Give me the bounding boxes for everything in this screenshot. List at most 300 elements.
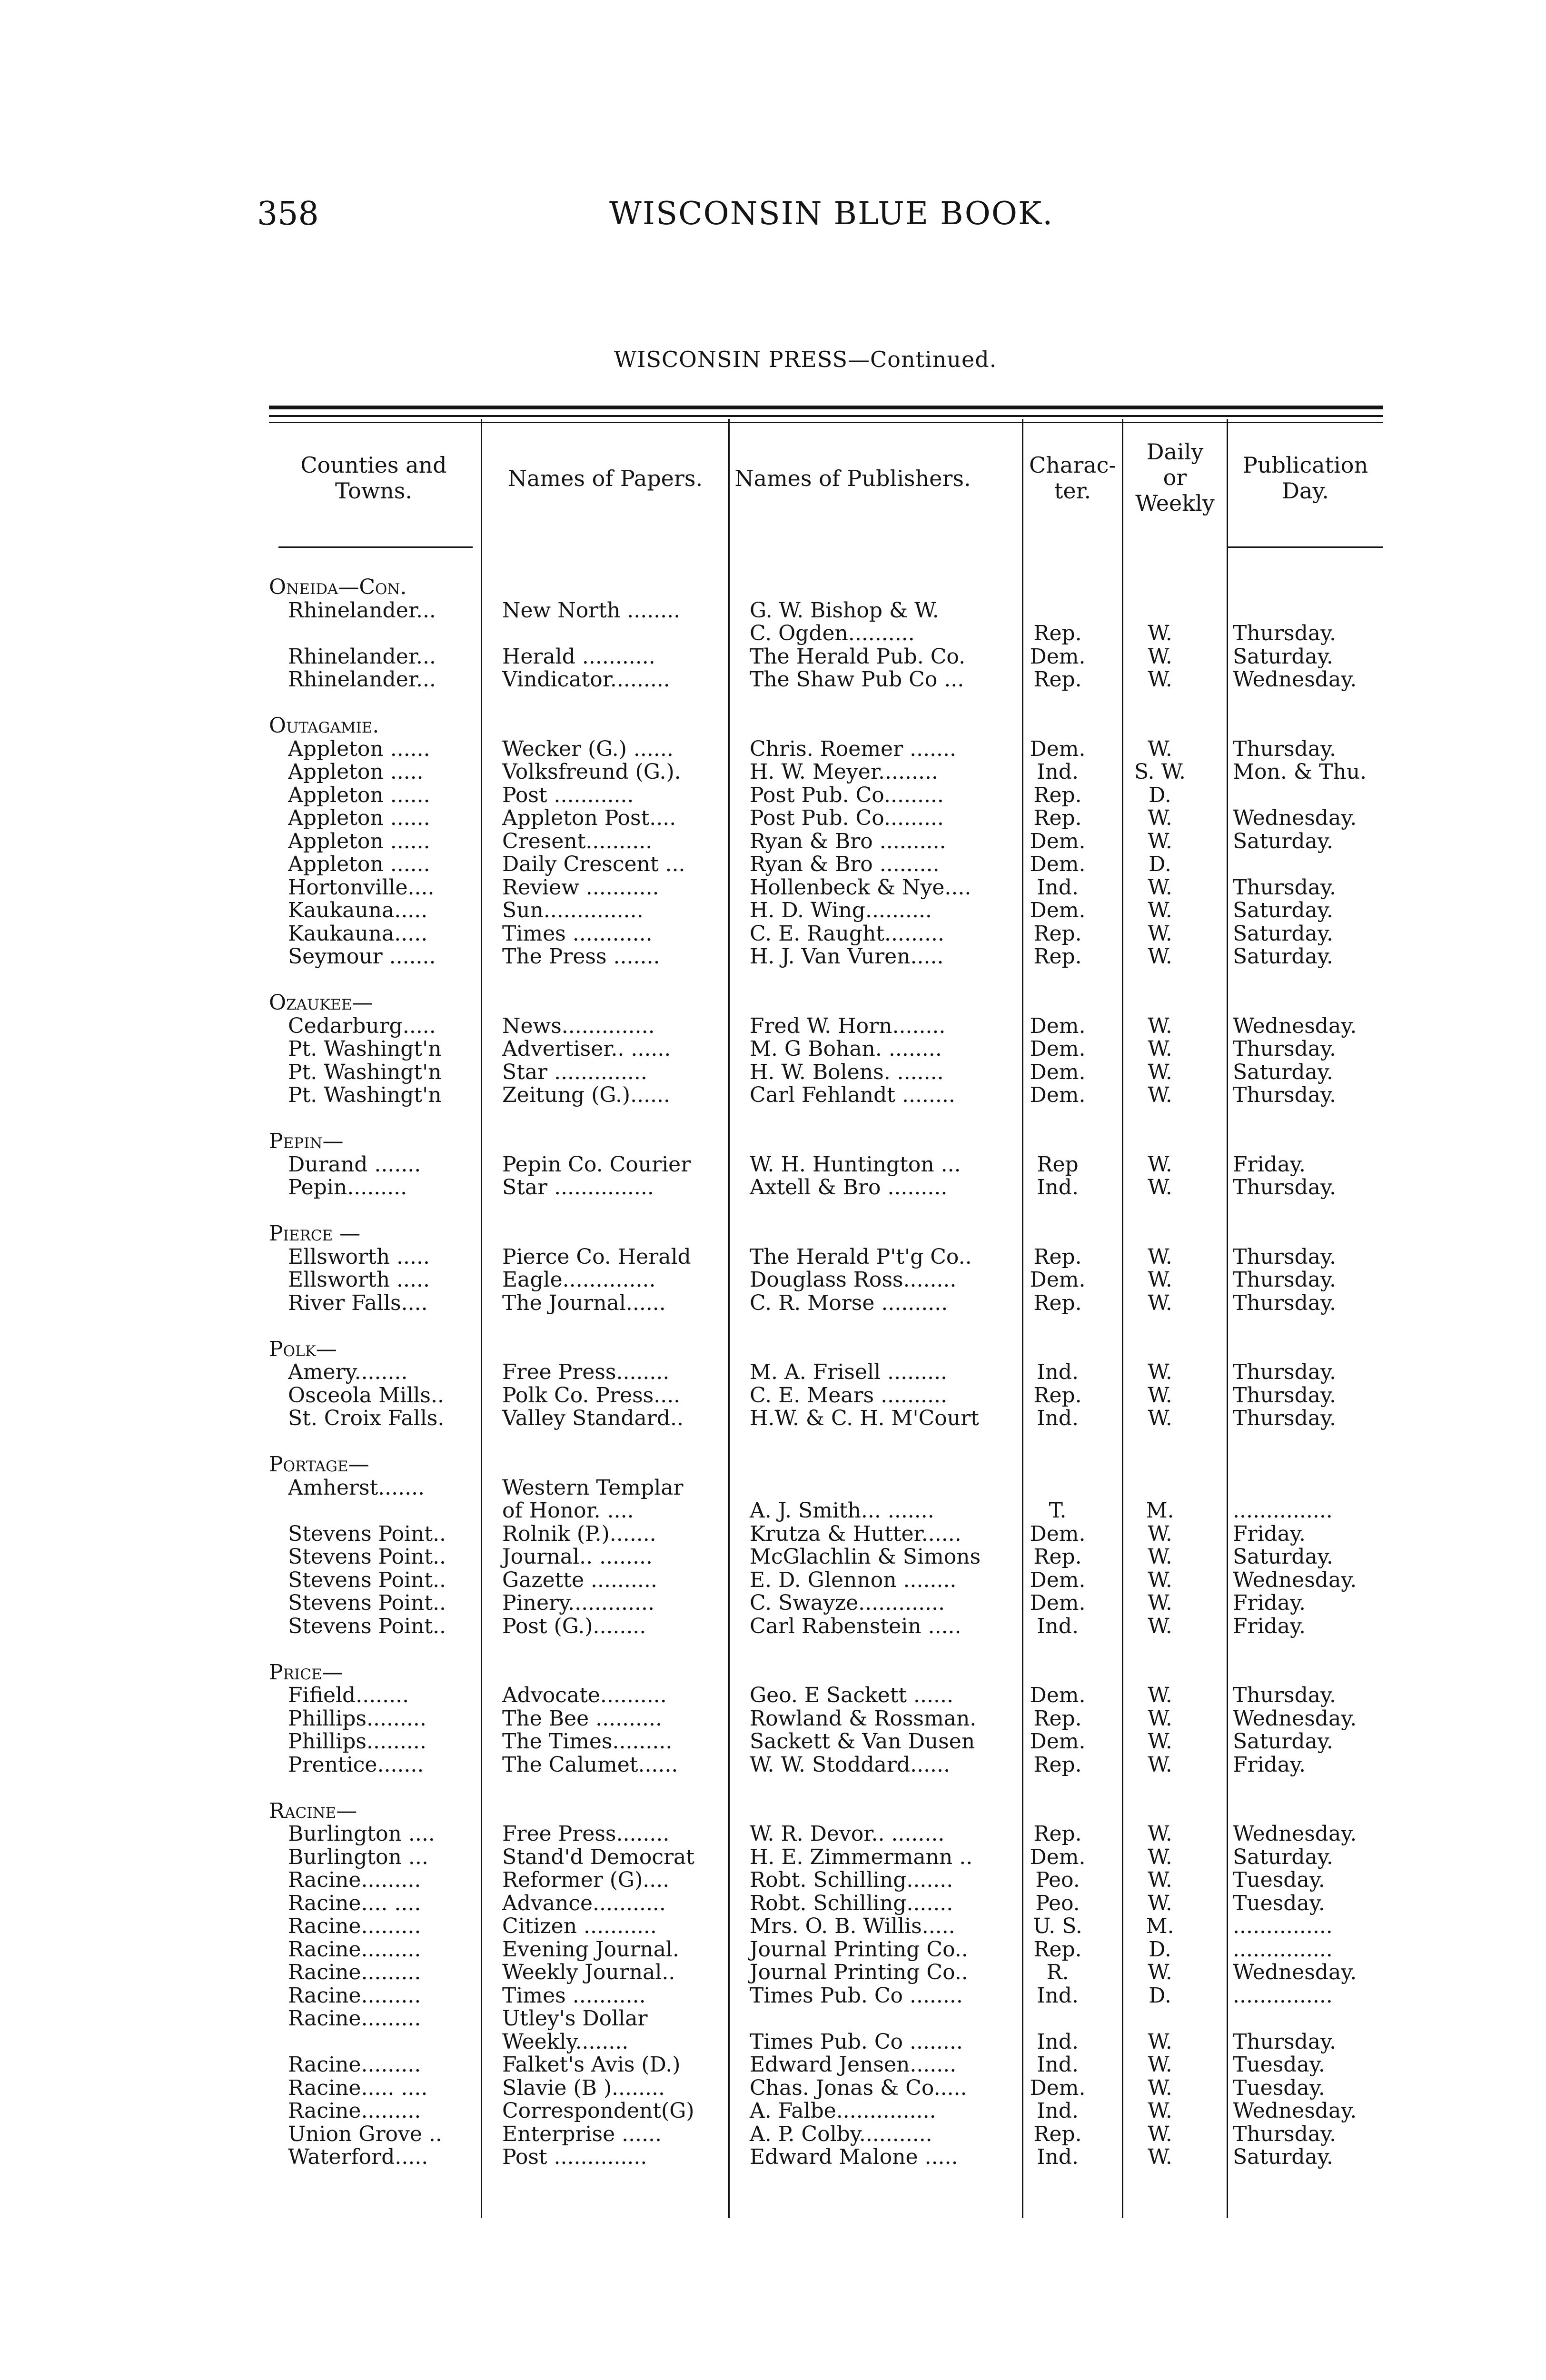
paper-name: Pinery.............	[502, 1592, 654, 1615]
paper-name: Pepin Co. Courier	[502, 1153, 691, 1176]
frequency: M.	[1146, 1915, 1174, 1938]
header-rule	[278, 546, 473, 548]
town-name: Racine.........	[288, 1869, 421, 1892]
spacer-row	[269, 1638, 1383, 1661]
publication-day: Saturday.	[1233, 830, 1333, 853]
publisher-name: C. E. Mears ..........	[750, 1384, 947, 1407]
political-character: Ind.	[1037, 1615, 1079, 1638]
spacer-row	[269, 969, 1383, 992]
political-character: T.	[1049, 1499, 1067, 1523]
town-name: Osceola Mills..	[288, 1384, 444, 1407]
publication-day: Saturday.	[1233, 922, 1333, 945]
political-character: Dem.	[1030, 1592, 1086, 1615]
town-name: Racine..... ....	[288, 2076, 428, 2100]
paper-name: Vindicator.........	[502, 668, 670, 692]
frequency: W.	[1148, 645, 1172, 668]
frequency: W.	[1148, 1038, 1172, 1061]
paper-name: Post ............	[502, 783, 634, 807]
paper-name: Polk Co. Press....	[502, 1384, 681, 1407]
publication-day: Saturday.	[1233, 1061, 1333, 1084]
table-row	[269, 2146, 1383, 2169]
town-name: Racine.........	[288, 2053, 421, 2077]
town-name: Rhinelander...	[288, 599, 436, 622]
publication-day: Tuesday.	[1233, 1892, 1325, 1915]
publication-day: Saturday.	[1233, 645, 1333, 668]
section-subtitle: WISCONSIN PRESS—Continued.	[614, 347, 997, 372]
town-name: Stevens Point..	[288, 1522, 446, 1546]
table-row	[269, 2031, 1383, 2054]
publisher-name: C. R. Morse ..........	[750, 1291, 948, 1315]
political-character: Dem.	[1030, 853, 1086, 876]
table-row	[269, 1615, 1383, 1638]
publication-day: Saturday.	[1233, 899, 1333, 922]
political-character: Dem.	[1030, 1730, 1086, 1754]
publisher-name: W. H. Huntington ...	[750, 1153, 961, 1176]
publisher-name: Edward Malone .....	[750, 2146, 958, 2169]
paper-name: The Times.........	[502, 1730, 673, 1754]
county-heading-row	[269, 576, 1383, 599]
town-name: Appleton ......	[288, 783, 430, 807]
town-name: Ellsworth .....	[288, 1245, 430, 1269]
paper-name: Volksfreund (G.).	[502, 761, 681, 784]
paper-name: Post (G.)........	[502, 1615, 646, 1638]
frequency: W.	[1148, 807, 1172, 830]
paper-name: Daily Crescent ...	[502, 853, 685, 876]
publisher-name: A. Falbe...............	[750, 2100, 936, 2123]
publication-day: Wednesday.	[1233, 807, 1357, 830]
county-heading-row	[269, 1800, 1383, 1823]
spacer-row	[269, 1200, 1383, 1223]
table-header	[269, 419, 1383, 547]
town-name: Rhinelander...	[288, 668, 436, 692]
political-character: Rep.	[1033, 1938, 1082, 1961]
political-character: Peo.	[1035, 1892, 1080, 1915]
table-row	[269, 1823, 1383, 1846]
frequency: W.	[1148, 1730, 1172, 1754]
county-name: Pierce —	[269, 1222, 361, 1246]
political-character: Dem.	[1030, 1084, 1086, 1107]
county-name: Polk—	[269, 1338, 337, 1361]
table-row	[269, 1477, 1383, 1500]
table-row	[269, 1592, 1383, 1615]
political-character: Rep.	[1033, 1707, 1082, 1730]
publication-day: Saturday.	[1233, 2146, 1333, 2169]
spacer-row	[269, 1776, 1383, 1800]
publication-day: Saturday.	[1233, 945, 1333, 969]
town-name: Racine.........	[288, 1915, 421, 1938]
town-name: Racine.........	[288, 1961, 421, 1984]
publisher-name: A. P. Colby...........	[750, 2122, 932, 2146]
frequency: W.	[1148, 1245, 1172, 1269]
frequency: W.	[1148, 1061, 1172, 1084]
header-rule	[1228, 546, 1383, 548]
table-row	[269, 2007, 1383, 2031]
frequency: S. W.	[1134, 761, 1186, 784]
paper-name: The Calumet......	[502, 1753, 678, 1776]
county-name: Pepin—	[269, 1130, 344, 1153]
paper-name: Utley's Dollar	[502, 2007, 648, 2031]
publisher-name: Fred W. Horn........	[750, 1014, 946, 1038]
publisher-name: C. Ogden..........	[750, 622, 915, 645]
publication-day: Friday.	[1233, 1592, 1306, 1615]
table-row	[269, 899, 1383, 922]
publisher-name: Times Pub. Co ........	[750, 1984, 963, 2007]
publisher-name: H. J. Van Vuren.....	[750, 945, 944, 969]
column-header-publishers: Names of Publishers.	[734, 466, 971, 491]
paper-name: News..............	[502, 1014, 655, 1038]
table-row	[269, 1176, 1383, 1200]
publication-day: Thursday.	[1233, 1407, 1337, 1430]
table-row	[269, 1938, 1383, 1962]
spacer-row	[269, 692, 1383, 715]
table-row	[269, 1038, 1383, 1061]
table-row	[269, 1730, 1383, 1754]
publisher-name: C. E. Raught.........	[750, 922, 944, 945]
county-heading-row	[269, 1130, 1383, 1153]
publication-day: Thursday.	[1233, 622, 1337, 645]
paper-name: Free Press........	[502, 1361, 670, 1384]
paper-name: Star ..............	[502, 1061, 647, 1084]
publisher-name: Robt. Schilling.......	[750, 1869, 953, 1892]
political-character: Dem.	[1030, 1845, 1086, 1869]
publication-day: Thursday.	[1233, 2030, 1337, 2053]
town-name: Appleton .....	[288, 761, 424, 784]
paper-name: Cresent..........	[502, 830, 653, 853]
town-name: Phillips.........	[288, 1707, 426, 1730]
frequency: W.	[1148, 899, 1172, 922]
frequency: W.	[1148, 2076, 1172, 2100]
table-row	[269, 945, 1383, 969]
frequency: W.	[1148, 1568, 1172, 1592]
table-row	[269, 1707, 1383, 1731]
political-character: Rep.	[1033, 807, 1082, 830]
county-heading-row	[269, 1222, 1383, 1246]
table-body	[269, 576, 1383, 2169]
town-name: St. Croix Falls.	[288, 1407, 445, 1430]
publisher-name: The Shaw Pub Co ...	[750, 668, 964, 692]
frequency: W.	[1148, 2030, 1172, 2053]
publication-day: Thursday.	[1233, 1038, 1337, 1061]
political-character: Ind.	[1037, 1176, 1079, 1200]
frequency: W.	[1148, 1869, 1172, 1892]
publisher-name: Douglass Ross........	[750, 1269, 957, 1292]
county-name: Price—	[269, 1661, 343, 1684]
frequency: D.	[1149, 853, 1171, 876]
paper-name: Reformer (G)....	[502, 1869, 670, 1892]
political-character: Ind.	[1037, 2053, 1079, 2077]
publication-day: ...............	[1233, 1499, 1333, 1523]
frequency: W.	[1148, 1892, 1172, 1915]
publisher-name: H. D. Wing..........	[750, 899, 932, 922]
paper-name: Wecker (G.) ......	[502, 737, 674, 761]
publisher-name: Chris. Roemer .......	[750, 737, 957, 761]
publisher-name: Journal Printing Co..	[750, 1938, 968, 1961]
table-row	[269, 1961, 1383, 1984]
town-name: Stevens Point..	[288, 1546, 446, 1569]
top-rule	[269, 406, 1383, 409]
table-row	[269, 2053, 1383, 2077]
frequency: W.	[1148, 1546, 1172, 1569]
publication-day: Friday.	[1233, 1615, 1306, 1638]
frequency: W.	[1148, 737, 1172, 761]
table-row	[269, 1384, 1383, 1408]
publication-day: Thursday.	[1233, 1269, 1337, 1292]
publisher-name: G. W. Bishop & W.	[750, 599, 939, 622]
paper-name: Eagle..............	[502, 1269, 656, 1292]
political-character: Ind.	[1037, 761, 1079, 784]
political-character: U. S.	[1033, 1915, 1082, 1938]
town-name: Appleton ......	[288, 853, 430, 876]
table-row	[269, 1361, 1383, 1384]
publisher-name: Ryan & Bro .........	[750, 853, 940, 876]
town-name: Racine.........	[288, 2100, 421, 2123]
paper-name: Rolnik (P.).......	[502, 1522, 656, 1546]
frequency: M.	[1146, 1499, 1174, 1523]
top-rule	[269, 415, 1383, 417]
publisher-name: Carl Fehlandt ........	[750, 1084, 955, 1107]
publication-day: Tuesday.	[1233, 1869, 1325, 1892]
paper-name: Times ...........	[502, 1984, 646, 2007]
publisher-name: Axtell & Bro .........	[750, 1176, 948, 1200]
table-row	[269, 922, 1383, 946]
publisher-name: Times Pub. Co ........	[750, 2030, 963, 2053]
table-row	[269, 2123, 1383, 2146]
spacer-row	[269, 1315, 1383, 1338]
paper-name: Star ...............	[502, 1176, 654, 1200]
town-name: Rhinelander...	[288, 645, 436, 668]
political-character: Ind.	[1037, 2100, 1079, 2123]
political-character: R.	[1046, 1961, 1069, 1984]
political-character: Dem.	[1030, 1038, 1086, 1061]
frequency: W.	[1148, 1407, 1172, 1430]
county-heading-row	[269, 992, 1383, 1015]
table-row	[269, 738, 1383, 761]
paper-name: Enterprise ......	[502, 2122, 662, 2146]
paper-name: Falket's Avis (D.)	[502, 2053, 681, 2077]
publisher-name: Ryan & Bro ..........	[750, 830, 946, 853]
publication-day: Thursday.	[1233, 1684, 1337, 1707]
frequency: D.	[1149, 1938, 1171, 1961]
publisher-name: Sackett & Van Dusen	[750, 1730, 975, 1754]
political-character: Dem.	[1030, 1269, 1086, 1292]
publisher-name: Post Pub. Co.........	[750, 783, 944, 807]
political-character: Rep.	[1033, 1753, 1082, 1776]
town-name: Union Grove ..	[288, 2122, 442, 2146]
table-row	[269, 2077, 1383, 2100]
frequency: W.	[1148, 1291, 1172, 1315]
publisher-name: M. A. Frisell .........	[750, 1361, 948, 1384]
frequency: W.	[1148, 2053, 1172, 2077]
county-name: Oneida—Con.	[269, 576, 407, 599]
table-row	[269, 1061, 1383, 1084]
frequency: W.	[1148, 1522, 1172, 1546]
town-name: Pt. Washingt'n	[288, 1061, 442, 1084]
political-character: Ind.	[1037, 1984, 1079, 2007]
paper-name: Free Press........	[502, 1823, 670, 1846]
frequency: W.	[1148, 1707, 1172, 1730]
frequency: W.	[1148, 1014, 1172, 1038]
paper-name: Stand'd Democrat	[502, 1845, 694, 1869]
town-name: Racine.........	[288, 1938, 421, 1961]
paper-name: Appleton Post....	[502, 807, 676, 830]
publication-day: Thursday.	[1233, 1361, 1337, 1384]
frequency: W.	[1148, 1684, 1172, 1707]
town-name: Amery........	[288, 1361, 408, 1384]
town-name: Pt. Washingt'n	[288, 1038, 442, 1061]
frequency: W.	[1148, 1823, 1172, 1846]
political-character: Dem.	[1030, 1061, 1086, 1084]
paper-name: of Honor. ....	[502, 1499, 634, 1523]
table-row	[269, 1084, 1383, 1107]
political-character: Ind.	[1037, 2146, 1079, 2169]
running-title: WISCONSIN BLUE BOOK.	[609, 195, 1054, 232]
column-header-character: Charac- ter.	[1029, 452, 1116, 504]
publication-day: Saturday.	[1233, 1546, 1333, 1569]
publication-day: Tuesday.	[1233, 2053, 1325, 2077]
county-heading-row	[269, 1338, 1383, 1361]
frequency: W.	[1148, 945, 1172, 969]
frequency: W.	[1148, 830, 1172, 853]
county-heading-row	[269, 714, 1383, 738]
paper-name: The Journal......	[502, 1291, 666, 1315]
town-name: Hortonville....	[288, 876, 435, 899]
paper-name: Gazette ..........	[502, 1568, 657, 1592]
publication-day: Wednesday.	[1233, 668, 1357, 692]
frequency: W.	[1148, 1153, 1172, 1176]
county-name: Outagamie.	[269, 714, 379, 738]
table-row	[269, 1684, 1383, 1707]
publisher-name: Mrs. O. B. Willis.....	[750, 1915, 955, 1938]
publication-day: Thursday.	[1233, 737, 1337, 761]
town-name: Cedarburg.....	[288, 1014, 436, 1038]
publication-day: Mon. & Thu.	[1233, 761, 1367, 784]
table-row	[269, 599, 1383, 623]
column-header-publication-day: Publication Day.	[1242, 452, 1368, 504]
town-name: Pepin.........	[288, 1176, 407, 1200]
publisher-name: H.W. & C. H. M'Court	[750, 1407, 979, 1430]
frequency: W.	[1148, 1615, 1172, 1638]
political-character: Rep.	[1033, 783, 1082, 807]
county-name: Ozaukee—	[269, 992, 373, 1015]
frequency: W.	[1148, 2122, 1172, 2146]
table-row	[269, 807, 1383, 830]
publisher-name: M. G Bohan. ........	[750, 1038, 942, 1061]
frequency: W.	[1148, 622, 1172, 645]
town-name: Kaukauna.....	[288, 899, 428, 922]
table-row	[269, 784, 1383, 807]
publisher-name: Carl Rabenstein .....	[750, 1615, 961, 1638]
town-name: Stevens Point..	[288, 1615, 446, 1638]
paper-name: Advertiser.. ......	[502, 1038, 671, 1061]
political-character: Dem.	[1030, 737, 1086, 761]
political-character: Rep	[1037, 1153, 1079, 1176]
town-name: Racine.... ....	[288, 1892, 421, 1915]
political-character: Dem.	[1030, 830, 1086, 853]
publisher-name: H. E. Zimmermann ..	[750, 1845, 973, 1869]
town-name: Burlington ....	[288, 1823, 435, 1846]
paper-name: Pierce Co. Herald	[502, 1245, 691, 1269]
table-row	[269, 1846, 1383, 1869]
publication-day: Wednesday.	[1233, 1707, 1357, 1730]
table-row	[269, 1015, 1383, 1038]
publisher-name: Journal Printing Co..	[750, 1961, 968, 1984]
table-row	[269, 1269, 1383, 1292]
political-character: Ind.	[1037, 876, 1079, 899]
town-name: Stevens Point..	[288, 1592, 446, 1615]
frequency: W.	[1148, 1845, 1172, 1869]
spacer-row	[269, 1430, 1383, 1454]
publication-day: Thursday.	[1233, 2122, 1337, 2146]
town-name: Pt. Washingt'n	[288, 1084, 442, 1107]
paper-name: Zeitung (G.)......	[502, 1084, 671, 1107]
town-name: Burlington ...	[288, 1845, 428, 1869]
table-row	[269, 1984, 1383, 2008]
frequency: W.	[1148, 922, 1172, 945]
publication-day: Friday.	[1233, 1753, 1306, 1776]
publication-day: Thursday.	[1233, 1084, 1337, 1107]
town-name: Prentice.......	[288, 1753, 424, 1776]
county-heading-row	[269, 1661, 1383, 1685]
column-header-towns: Counties and Towns.	[300, 452, 447, 504]
political-character: Dem.	[1030, 1568, 1086, 1592]
publication-day: Wednesday.	[1233, 1568, 1357, 1592]
paper-name: Weekly........	[502, 2030, 629, 2053]
table-row	[269, 1892, 1383, 1915]
table-row	[269, 1246, 1383, 1269]
political-character: Rep.	[1033, 622, 1082, 645]
frequency: W.	[1148, 876, 1172, 899]
table-row	[269, 1915, 1383, 1938]
town-name: Waterford.....	[288, 2146, 428, 2169]
paper-name: Herald ...........	[502, 645, 655, 668]
publisher-name: H. W. Meyer.........	[750, 761, 938, 784]
political-character: Rep.	[1033, 1823, 1082, 1846]
paper-name: Journal.. ........	[502, 1546, 653, 1569]
town-name: Appleton ......	[288, 830, 430, 853]
paper-name: Advocate..........	[502, 1684, 667, 1707]
table-row	[269, 876, 1383, 900]
publication-day: Wednesday.	[1233, 2100, 1357, 2123]
political-character: Rep.	[1033, 668, 1082, 692]
page-header	[257, 195, 1380, 243]
frequency: D.	[1149, 783, 1171, 807]
frequency: W.	[1148, 1753, 1172, 1776]
paper-name: Advance...........	[502, 1892, 666, 1915]
publication-day: Thursday.	[1233, 1245, 1337, 1269]
publisher-name: E. D. Glennon ........	[750, 1568, 957, 1592]
publication-day: Thursday.	[1233, 876, 1337, 899]
publication-day: Wednesday.	[1233, 1014, 1357, 1038]
town-name: Racine.........	[288, 1984, 421, 2007]
publisher-name: A. J. Smith... .......	[750, 1499, 934, 1523]
frequency: W.	[1148, 2100, 1172, 2123]
table-row	[269, 853, 1383, 876]
town-name: Amherst.......	[288, 1476, 425, 1499]
town-name: Kaukauna.....	[288, 922, 428, 945]
table-row	[269, 1292, 1383, 1315]
political-character: Rep.	[1033, 922, 1082, 945]
publisher-name: The Herald P't'g Co..	[750, 1245, 972, 1269]
publication-day: Wednesday.	[1233, 1961, 1357, 1984]
political-character: Dem.	[1030, 899, 1086, 922]
spacer-row	[269, 1107, 1383, 1130]
town-name: Seymour .......	[288, 945, 436, 969]
publisher-name: Post Pub. Co.........	[750, 807, 944, 830]
table-row	[269, 1754, 1383, 1777]
political-character: Dem.	[1030, 1684, 1086, 1707]
political-character: Dem.	[1030, 1522, 1086, 1546]
town-name: Phillips.........	[288, 1730, 426, 1754]
